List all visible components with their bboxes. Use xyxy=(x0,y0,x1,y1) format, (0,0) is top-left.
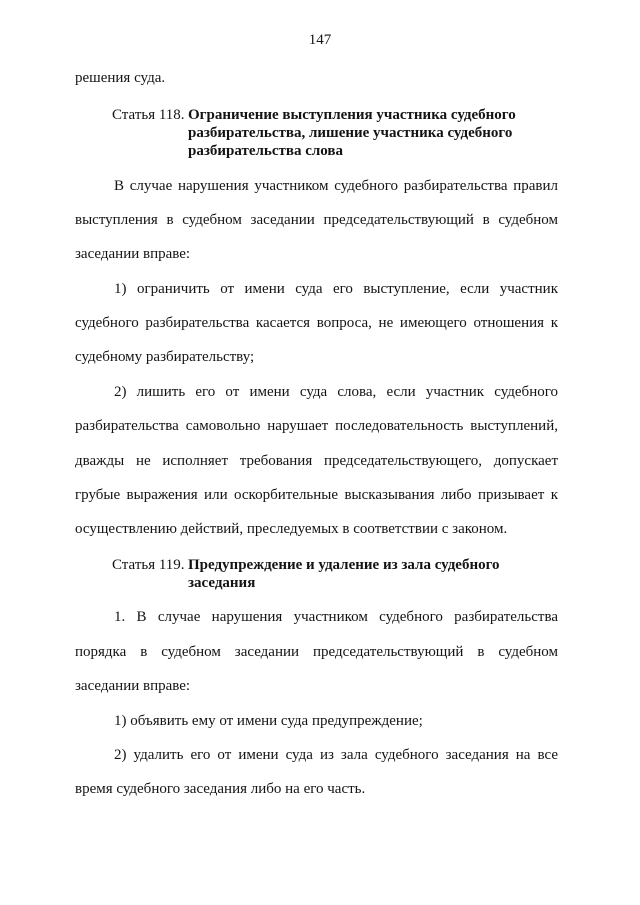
article-119-title-line-2: заседания xyxy=(188,575,256,591)
list-item-line: время судебного заседания либо на его часть. xyxy=(75,781,366,797)
paragraph-line: решения суда. xyxy=(75,70,166,86)
paragraph-line: порядка в судебном заседании председательствующий в судебном xyxy=(75,644,558,660)
list-item-line: 1) объявить ему от имени суда предупреждение; xyxy=(114,713,423,729)
paragraph-line: выступления в судебном заседании председательствующий в судебном xyxy=(75,212,558,228)
paragraph-line: В случае нарушения участником судебного разбирательства правил xyxy=(114,178,558,194)
article-118-title-line-1: Ограничение выступления участника судебного xyxy=(188,107,516,123)
article-119-number: Статья 119. xyxy=(112,557,185,573)
list-item-line: разбирательства самовольно нарушает последовательность выступлений, xyxy=(75,418,558,434)
list-item-line: судебному разбирательству; xyxy=(75,349,255,365)
article-118-number: Статья 118. xyxy=(112,107,185,123)
article-118-title-line-2: разбирательства, лишение участника судебного xyxy=(188,125,513,141)
list-item-line: грубые выражения или оскорбительные высказывания либо призывает к xyxy=(75,487,558,503)
paragraph-line: 1. В случае нарушения участником судебного разбирательства xyxy=(114,609,558,625)
list-item-line: судебного разбирательства касается вопроса, не имеющего отношения к xyxy=(75,315,558,331)
article-119-title-line-1: Предупреждение и удаление из зала судебного xyxy=(188,557,500,573)
list-item-line: дважды не исполняет требования председательствующего, допускает xyxy=(75,453,558,469)
paragraph-line: заседании вправе: xyxy=(75,678,191,694)
list-item-line: 2) лишить его от имени суда слова, если участник судебного xyxy=(114,384,558,400)
list-item-line: осуществлению действий, преследуемых в соответствии с законом. xyxy=(75,521,508,537)
paragraph-line: заседании вправе: xyxy=(75,246,191,262)
list-item-line: 1) ограничить от имени суда его выступление, если участник xyxy=(114,281,558,297)
article-118-title-line-3: разбирательства слова xyxy=(188,143,344,159)
page-number: 147 xyxy=(308,32,332,48)
list-item-line: 2) удалить его от имени суда из зала судебного заседания на все xyxy=(114,747,558,763)
